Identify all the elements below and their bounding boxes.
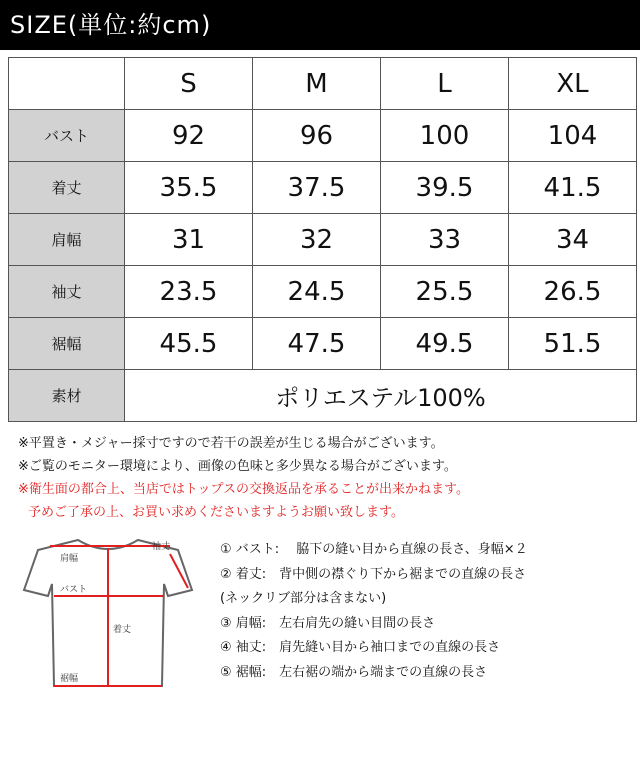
legend-item: ② 着丈: 背中側の襟ぐり下から裾までの直線の長さ: [220, 566, 527, 582]
size-header-row: [9, 58, 637, 110]
table-cell: 104: [509, 110, 637, 162]
bust-label: バスト: [60, 585, 88, 595]
material-row: [9, 370, 637, 422]
warning-line-2: 予めご了承の上、お買い求めくださいますようお願い致します。: [28, 505, 404, 520]
table-cell: 23.5: [125, 266, 253, 318]
table-cell: 25.5: [381, 266, 509, 318]
row-label: 裾幅: [9, 318, 125, 370]
table-cell: 41.5: [509, 162, 637, 214]
table-cell: 92: [125, 110, 253, 162]
warning-line-1: ※衛生面の都合上、当店ではトップスの交換返品を承ることが出来かねます。: [18, 482, 469, 497]
row-label: バスト: [9, 110, 125, 162]
material-label: 素材: [9, 370, 125, 422]
size-table: [8, 57, 637, 422]
table-cell: 100: [381, 110, 509, 162]
table-row: [9, 110, 637, 162]
table-row: [9, 162, 637, 214]
material-value: ポリエステル100%: [125, 370, 637, 422]
size-col-s: S: [125, 58, 253, 110]
size-col-xl: XL: [509, 58, 637, 110]
note-monitor: ※ご覧のモニター環境により、画像の色味と多少異なる場合がございます。: [18, 459, 457, 474]
legend-item: (ネックリブ部分は含まない): [220, 591, 387, 606]
table-cell: 96: [253, 110, 381, 162]
table-row: [9, 214, 637, 266]
legend-item: ④ 袖丈: 肩先縫い目から袖口までの直線の長さ: [220, 640, 501, 655]
table-cell: 33: [381, 214, 509, 266]
table-cell: 49.5: [381, 318, 509, 370]
size-col-m: M: [253, 58, 381, 110]
row-label: 袖丈: [9, 266, 125, 318]
tshirt-diagram: [20, 528, 195, 698]
legend-item: ⑤ 裾幅: 左右裾の端から端までの直線の長さ: [220, 664, 488, 680]
table-cell: 34: [509, 214, 637, 266]
table-cell: 37.5: [253, 162, 381, 214]
size-col-l: L: [381, 58, 509, 110]
hem-label: 裾幅: [60, 674, 79, 684]
table-cell: 31: [125, 214, 253, 266]
row-label: 肩幅: [9, 214, 125, 266]
table-row: [9, 266, 637, 318]
table-cell: 51.5: [509, 318, 637, 370]
table-cell: 47.5: [253, 318, 381, 370]
size-title: SIZE(単位:約cm): [10, 11, 212, 39]
legend-item: ① バスト: 脇下の縫い目から直線の長さ、身幅×２: [220, 542, 528, 557]
length-label: 着丈: [113, 625, 132, 635]
table-cell: 32: [253, 214, 381, 266]
table-cell: 26.5: [509, 266, 637, 318]
table-cell: 35.5: [125, 162, 253, 214]
sleeve-label: 袖丈: [152, 542, 171, 552]
note-measurement: ※平置き・メジャー採寸ですので若干の誤差が生じる場合がございます。: [18, 436, 444, 451]
measurement-legend: [220, 538, 528, 685]
legend-item: ③ 肩幅: 左右肩先の縫い目間の長さ: [220, 615, 436, 631]
table-cell: 24.5: [253, 266, 381, 318]
table-row: [9, 318, 637, 370]
table-cell: 39.5: [381, 162, 509, 214]
size-header: [0, 0, 640, 50]
notes: [18, 432, 469, 524]
table-cell: 45.5: [125, 318, 253, 370]
shoulder-label: 肩幅: [60, 554, 79, 564]
corner-cell: [9, 58, 125, 110]
row-label: 着丈: [9, 162, 125, 214]
